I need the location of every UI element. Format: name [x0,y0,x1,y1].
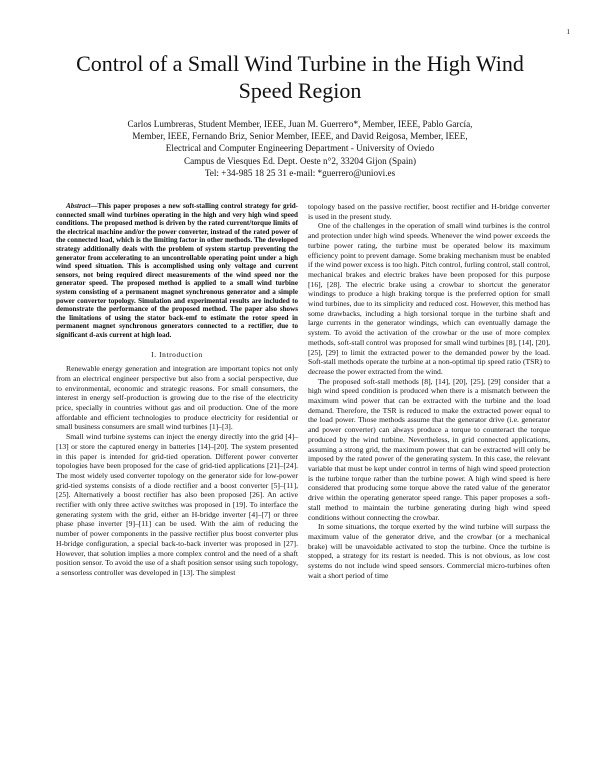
page-number: 1 [566,28,570,36]
affiliation-line: Campus de Viesques Ed. Dept. Oeste n°2, 33204 Gijon (Spain) [183,155,417,166]
body-paragraph: Small wind turbine systems can inject the energy directly into the grid [4]–[13] or store the captured energy in batteries [14]–[20]. The system presented in this paper is intended for grid-tied operation. Different power converter topologies have been proposed for the case of grid-tied applications [21]–[24]. The most widely used converter topology on the generator side for low-power grid-tied systems consists of a diode rectifier and a boost converter [5]–[11], [25]. Alternatively a boost rectifier has also been proposed [26]. An active rectifier with only three active switches was proposed in [19]. To interface the generating system with the grid, either an H-bridge inverter [4]–[7] or three phase phase inverter [9]–[11] can be used. With the aim of reducing the number of power components in the passive rectifier plus boost converter plus H-bridge configuration, a special back-to-back inverter was proposed in [27]. However, that solution implies a more complex control and the need of a shaft position sensor. To avoid the use of a shaft position sensor using such topology, a sensorless controller was developed in [13]. The simplest [56,432,298,577]
body-paragraph: topology based on the passive rectifier, boost rectifier and H-bridge converter is used in the present study. [308,202,550,221]
body-paragraph: The proposed soft-stall methods [8], [14], [20], [25], [29] consider that a high wind speed condition is produced when there is a mismatch between the maximum wind power that can be extracted with the turbine and the load demand. Therefore, the TSR is reduced to make the extracted power equal to the load power. Those methods assume that the generator drive (i.e. generator and power converter) can always produce a torque to counteract the torque produced by the wind turbine. Nevertheless, in grid connected applications, assuming a strong grid, the maximum power that can be extracted will only be imposed by the rated power of the generating system. In this case, the relevant variable that must be kept under control in terms of high wind speed protection is the turbine torque rather than the turbine power. A high wind speed is here considered that producing some torque above the rated value of the generator drive within the operating generator speed range. This paper proposes a soft-stall method to maintain the turbine generating during high wind speed conditions without connecting the crowbar. [308,376,550,522]
right-column [308,202,550,580]
body-paragraph: In some situations, the torque exerted by the wind turbine will surpass the maximum value of the generator drive, and the crowbar (or a mechanical brake) will be unavoidable activated to stop the turbine. Once the turbine is stopped, a strategy for its restart is needed. This is not obvious, as low cost systems do not include wind speed sensors. Commercial micro-turbines often wait a short period of time [308,522,550,580]
abstract-text: —This paper proposes a new soft-stalling control strategy for grid-connected small wind turbines operating in the high and very high wind speed conditions. The proposed method is driven by the rated current/torque limits of the electrical machine and/or the power converter, instead of the rated power of the connected load, which is the limiting factor in other methods. The developed strategy additionally deals with the problem of system startup preventing the generator from accelerating to an uncontrollable operating point under a high wind speed situation. This is accomplished using only voltage and current sensors, not being required direct measurements of the wind speed nor the generator speed. The proposed method is applied to a small wind turbine system consisting of a permanent magnet synchronous generator and a simple power converter topology. Simulation and experimental results are included to demonstrate the performance of the proposed method. The paper also shows the limitations of using the stator back-emf to estimate the rotor speed in permanent magnet synchronous generators connected to a rectifier, due to significant d-axis current at high load. [56,202,298,339]
paper-title: Control of a Small Wind Turbine in the High Wind Speed Region [76,51,524,103]
section-heading-introduction: I. Introduction [151,349,203,359]
affiliation-line: Electrical and Computer Engineering Department - University of Oviedo [165,143,435,154]
paper-header [0,50,600,179]
author-line: Carlos Lumbreras, Student Member, IEEE, Juan M. Guerrero*, Member, IEEE, Pablo García, [127,119,473,129]
affiliation-line: Tel: +34-985 18 25 31 e-mail: *guerrero@uniovi.es [204,167,396,178]
abstract [56,202,298,340]
body-paragraph: Renewable energy generation and integration are important topics not only from an electrical engineer perspective but also from a social perspective, due to environmental, economic and strategic reasons. For small consumers, the interest in energy self-production is growing due to the rise of the electricity price, specially in countries without gas and oil production. One of the more affordable and efficient technologies to produce electricity for residential or small business consumers are small wind turbines [1]–[3]. [56,364,298,432]
body-paragraph: One of the challenges in the operation of small wind turbines is the control and protection under high wind speeds. Whenever the wind power exceeds the turbine power rating, the turbine must be operated below its maximum efficiency point to prevent damage. Some braking mechanism must be enabled if the wind power excess is too high. Pitch control, furling control, stall control, mechanical brakes and electric brakes have been proposed for this purpose [16], [28]. The electric brake using a crowbar to shortcut the generator windings to produce a high braking torque is the preferred option for small wind turbines, due to its simplicity and reduced cost. However, this method has some drawbacks, including a high torsional torque in the turbine shaft and large currents in the generator windings, which can eventually damage the system. To avoid the activation of the crowbar or the use of more complex methods, soft-stall control was proposed for small wind turbines [8], [14], [20], [25], [29] to limit the extracted power to the demanded power by the load. Soft-stall methods operate the turbine at a non-optimal tip speed ratio (TSR) to decrease the power extracted from the wind. [308,221,550,376]
author-line: Member, IEEE, Fernando Briz, Senior Member, IEEE, and David Reigosa, Member, IEEE, [132,131,468,142]
abstract-lead: Abstract [66,202,91,210]
left-column [56,202,298,578]
author-list [0,118,600,142]
affiliation [0,142,600,179]
